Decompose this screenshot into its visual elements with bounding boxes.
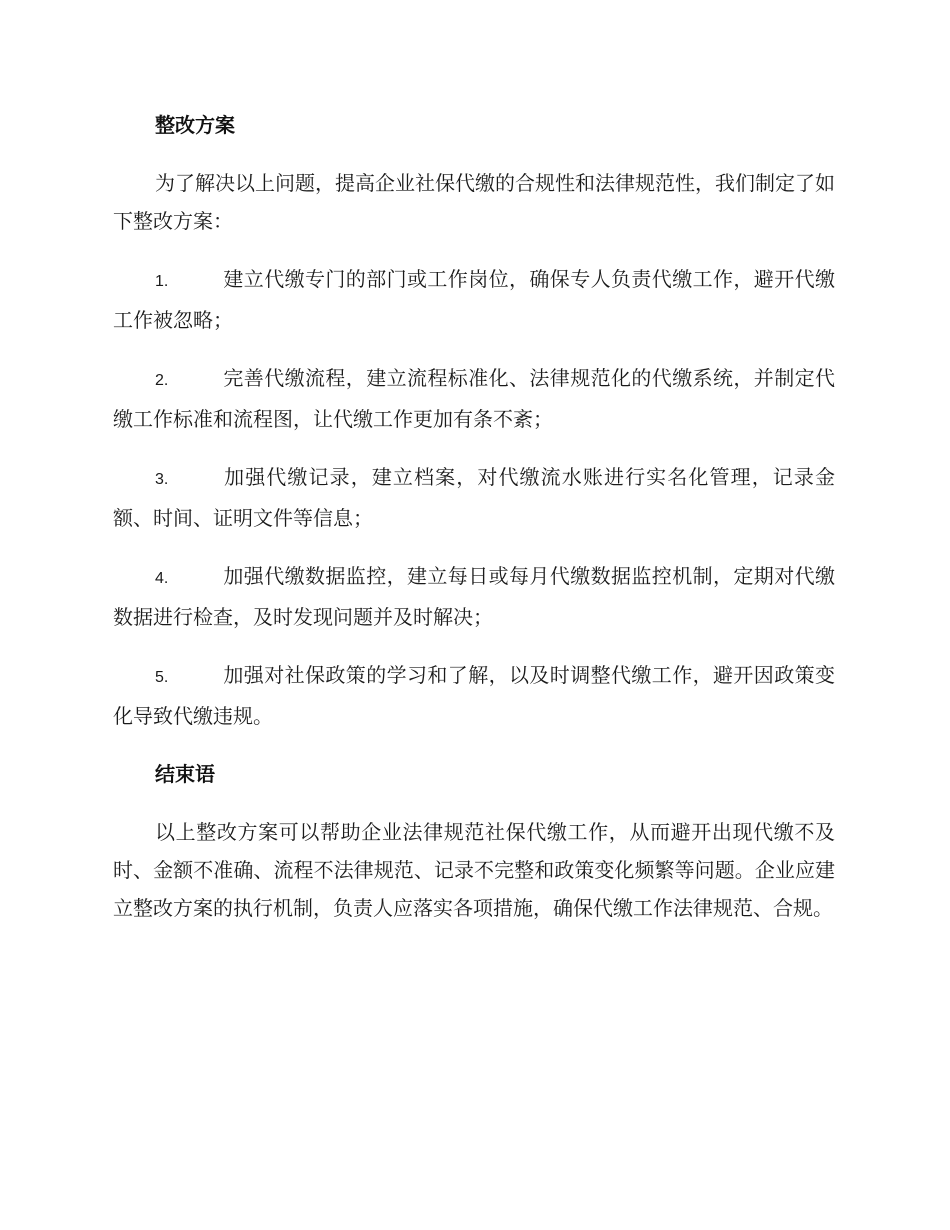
conclusion-paragraph: 以上整改方案可以帮助企业法律规范社保代缴工作，从而避开出现代缴不及时、金额不准确、流程不法律规范、记录不完整和政策变化频繁等问题。企业应建立整改方案的执行机制，负责人应落实各项措施，确保代缴工作法律规范、合规。 (113, 820, 835, 920)
section-heading-conclusion: 结束语 (155, 762, 215, 786)
list-item (113, 359, 835, 438)
intro-paragraph: 为了解决以上问题，提高企业社保代缴的合规性和法律规范性，我们制定了如下整改方案： (113, 171, 835, 233)
list-number: 2. (155, 372, 169, 389)
list-number: 1. (155, 273, 169, 290)
list-text: 加强对社保政策的学习和了解，以及时调整代缴工作，避开因政策变化导致代缴违规。 (113, 663, 835, 728)
list-number: 5. (155, 669, 169, 686)
list-number: 4. (155, 570, 169, 587)
list-text: 建立代缴专门的部门或工作岗位，确保专人负责代缴工作，避开代缴工作被忽略； (113, 267, 835, 332)
section-heading-rectification-plan: 整改方案 (155, 113, 235, 137)
list-text: 完善代缴流程，建立流程标准化、法律规范化的代缴系统，并制定代缴工作标准和流程图，让代缴工作更加有条不紊； (113, 366, 835, 431)
list-item (113, 260, 835, 339)
list-text: 加强代缴数据监控，建立每日或每月代缴数据监控机制，定期对代缴数据进行检查，及时发现问题并及时解决； (113, 564, 835, 629)
document-page (113, 106, 835, 947)
list-text: 加强代缴记录，建立档案，对代缴流水账进行实名化管理，记录金额、时间、证明文件等信息； (113, 465, 835, 530)
list-number: 3. (155, 471, 169, 488)
list-item (113, 656, 835, 735)
list-item (113, 557, 835, 636)
list-item (113, 458, 835, 537)
